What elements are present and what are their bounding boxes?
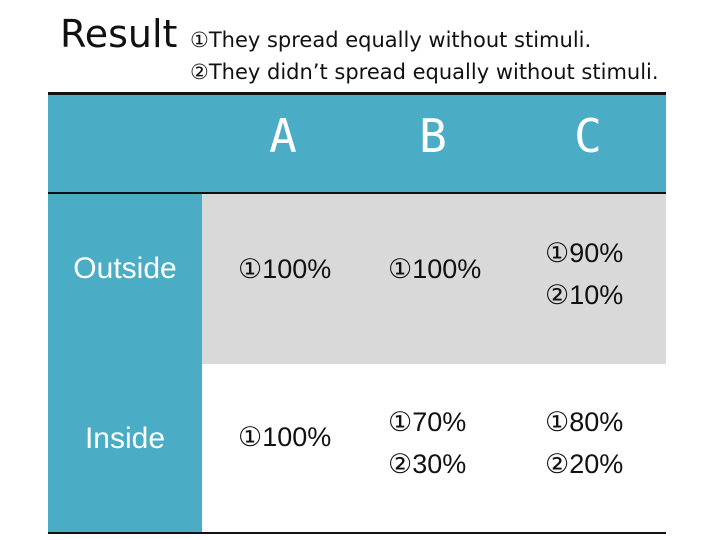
cell-value: ②30%: [388, 449, 467, 479]
column-header-c: C: [574, 109, 602, 163]
cell-value: ①100%: [388, 254, 482, 284]
cell-value: ①70%: [388, 407, 467, 437]
row-label-outside: Outside: [73, 252, 177, 285]
result-table: [48, 92, 666, 534]
slide-title: Result: [60, 12, 178, 56]
column-header-b: B: [419, 109, 447, 163]
table-header-row: [48, 92, 666, 192]
cell-value: ②10%: [545, 280, 624, 310]
cell-value: ②20%: [545, 449, 624, 479]
cell-value: ①100%: [238, 422, 332, 452]
legend-item-1: ①They spread equally without stimuli.: [190, 28, 592, 52]
cell-value: ①90%: [545, 238, 624, 268]
row-label-inside: Inside: [84, 422, 166, 455]
cell-outside-a: [238, 248, 388, 290]
cell-outside-b: [388, 248, 538, 290]
cell-outside-c: [545, 232, 695, 316]
table-bottom-border: [48, 532, 666, 534]
cell-value: ①100%: [238, 254, 332, 284]
cell-inside-a: [238, 416, 388, 458]
cell-value: ①80%: [545, 407, 624, 437]
legend-item-2: ②They didn’t spread equally without stimuli.: [190, 60, 659, 84]
cell-inside-b: [388, 401, 538, 485]
column-header-a: A: [269, 109, 297, 163]
row-label-column: [48, 194, 202, 532]
cell-inside-c: [545, 401, 695, 485]
